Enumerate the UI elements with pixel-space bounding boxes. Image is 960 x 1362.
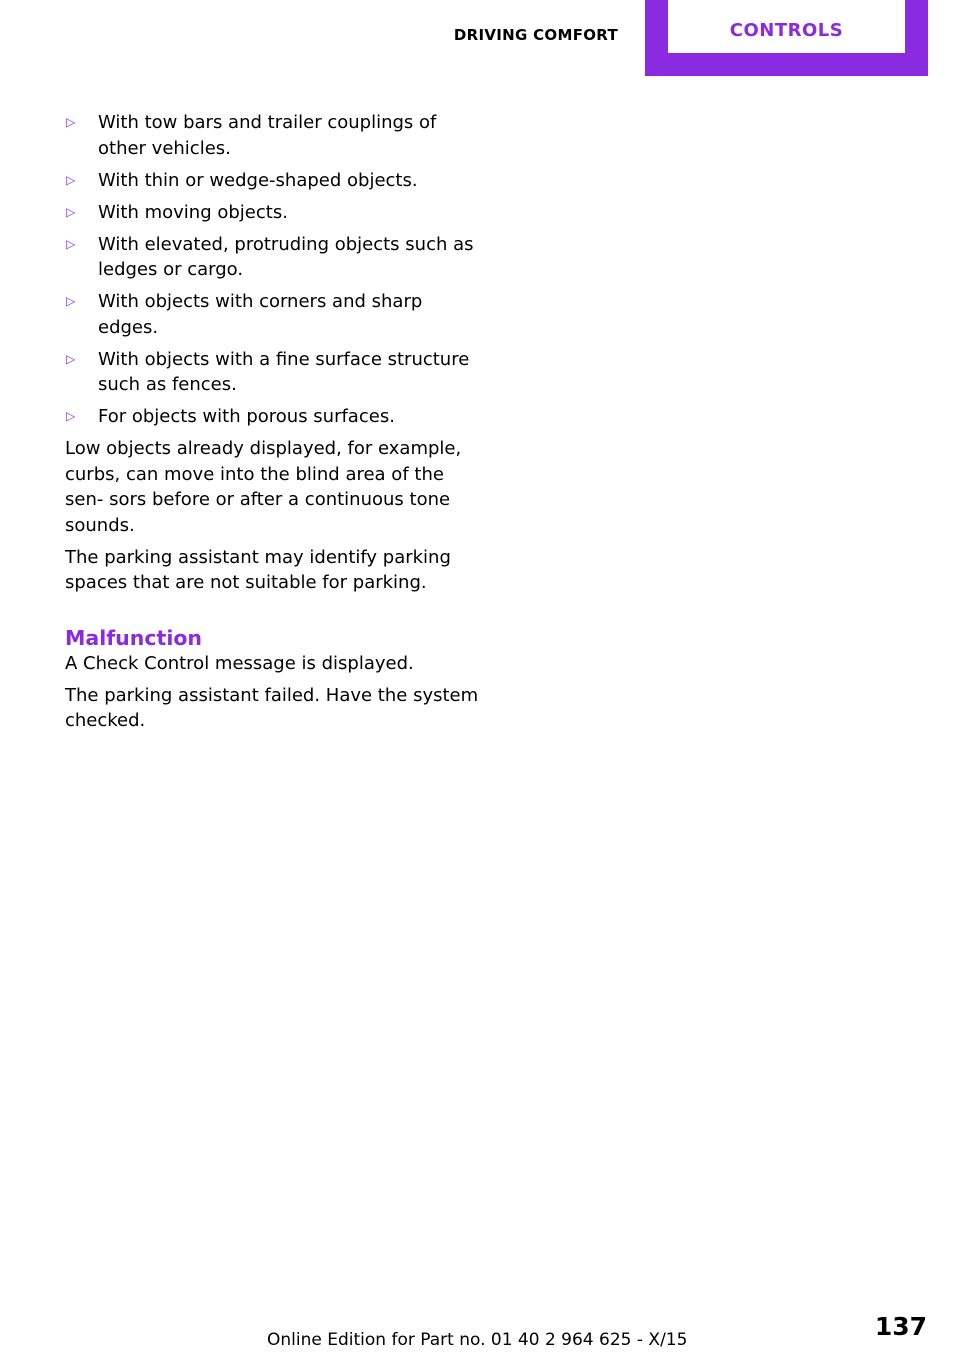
triangle-right-outline-icon: ▷ — [66, 294, 76, 308]
bullet-list — [65, 110, 485, 430]
page-number: 137 — [874, 1312, 927, 1341]
page-content — [65, 110, 485, 740]
list-item-text: For objects with porous surfaces. — [98, 406, 395, 427]
list-item-text: With thin or wedge-shaped objects. — [98, 169, 418, 191]
list-item — [65, 289, 485, 340]
body-paragraph: Low objects already displayed, for example, curbs, can move into the blind area of the sen‐ sors before or after a continuous tone sounds. — [65, 438, 462, 536]
triangle-right-outline-icon: ▷ — [66, 204, 76, 219]
list-item — [65, 404, 485, 430]
body-paragraph: The parking assistant may identify parking spaces that are not suitable for parking. — [65, 546, 451, 593]
malfunction-paragraph: A Check Control message is displayed. — [65, 652, 414, 674]
triangle-right-outline-icon: ▷ — [66, 351, 76, 366]
chapter-tab-label-box — [668, 0, 905, 53]
list-item-text: With elevated, protruding objects such as ledges or cargo. — [98, 233, 474, 280]
triangle-right-outline-icon: ▷ — [66, 409, 76, 423]
triangle-right-outline-icon: ▷ — [66, 115, 76, 129]
list-item — [65, 232, 485, 283]
chapter-tab — [645, 0, 928, 76]
triangle-right-outline-icon: ▷ — [66, 236, 76, 251]
malfunction-paragraph: The parking assistant failed. Have the system checked. — [65, 684, 479, 731]
list-item-text: With moving objects. — [98, 201, 288, 223]
running-header-section: DRIVING COMFORT — [453, 26, 618, 44]
list-item — [65, 200, 485, 226]
list-item — [65, 347, 485, 398]
list-item-text: With tow bars and trailer couplings of other vehicles. — [98, 112, 437, 159]
chapter-tab-label: CONTROLS — [729, 20, 844, 41]
malfunction-heading: Malfunction — [65, 625, 203, 650]
footer-edition: Online Edition for Part no. 01 40 2 964 625 - X/15 — [267, 1330, 688, 1350]
list-item — [65, 110, 485, 161]
list-item-text: With objects with corners and sharp edges. — [98, 291, 423, 338]
list-item — [65, 168, 485, 194]
list-item-text: With objects with a fine surface structure such as fences. — [98, 348, 470, 395]
triangle-right-outline-icon: ▷ — [66, 172, 76, 187]
